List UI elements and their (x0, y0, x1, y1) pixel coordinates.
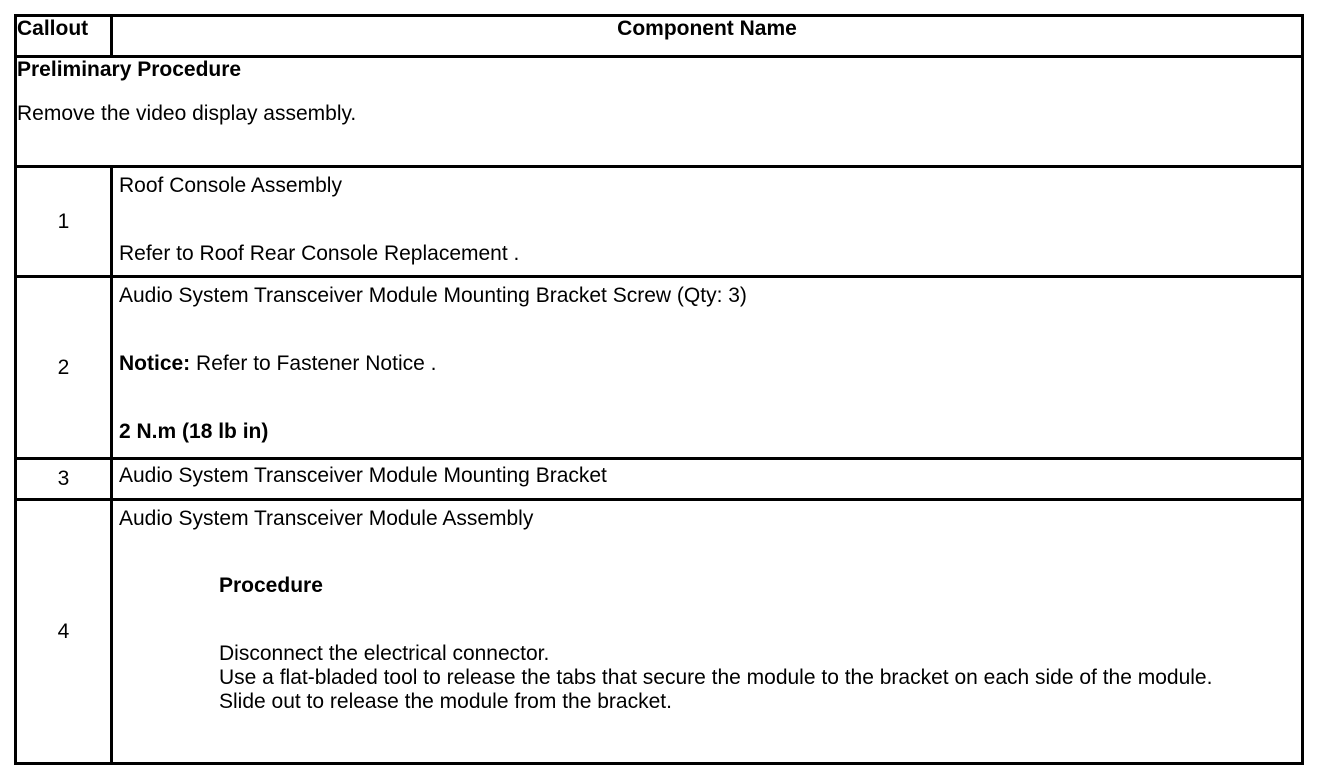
preliminary-row (16, 57, 1303, 167)
callout-header: Callout (16, 16, 112, 57)
procedure-step: Disconnect the electrical connector. (219, 642, 550, 665)
preliminary-text: Remove the video display assembly. (17, 102, 357, 125)
component-name: Audio System Transceiver Module Mounting Bracket (119, 464, 607, 487)
table-row (16, 277, 1303, 459)
procedure-title: Procedure (219, 574, 323, 597)
procedure-step: Slide out to release the module from the bracket. (219, 690, 672, 713)
component-name: Roof Console Assembly (119, 174, 342, 197)
procedure-step: Use a flat-bladed tool to release the tabs that secure the module to the bracket on each side of the module. (219, 666, 1213, 689)
header-row (16, 16, 1303, 57)
preliminary-cell (16, 57, 1303, 167)
notice-label: Notice: (119, 352, 191, 375)
component-cell (112, 277, 1303, 459)
component-name: Audio System Transceiver Module Assembly (119, 507, 534, 530)
notice-line (119, 352, 1295, 376)
notice-text: Refer to Fastener Notice . (190, 352, 437, 375)
component-name-header: Component Name (112, 16, 1303, 57)
torque-spec: 2 N.m (18 lb in) (119, 420, 269, 443)
procedure-table (14, 14, 1304, 765)
table-row (16, 500, 1303, 764)
table-row (16, 459, 1303, 500)
component-cell (112, 500, 1303, 764)
callout-cell: 3 (16, 459, 112, 500)
component-name: Audio System Transceiver Module Mounting Bracket Screw (Qty: 3) (119, 284, 747, 307)
callout-cell: 4 (16, 500, 112, 764)
callout-cell: 1 (16, 167, 112, 277)
callout-cell: 2 (16, 277, 112, 459)
table-row (16, 167, 1303, 277)
component-cell (112, 167, 1303, 277)
preliminary-title: Preliminary Procedure (17, 58, 242, 81)
component-cell (112, 459, 1303, 500)
component-note: Refer to Roof Rear Console Replacement . (119, 242, 520, 265)
